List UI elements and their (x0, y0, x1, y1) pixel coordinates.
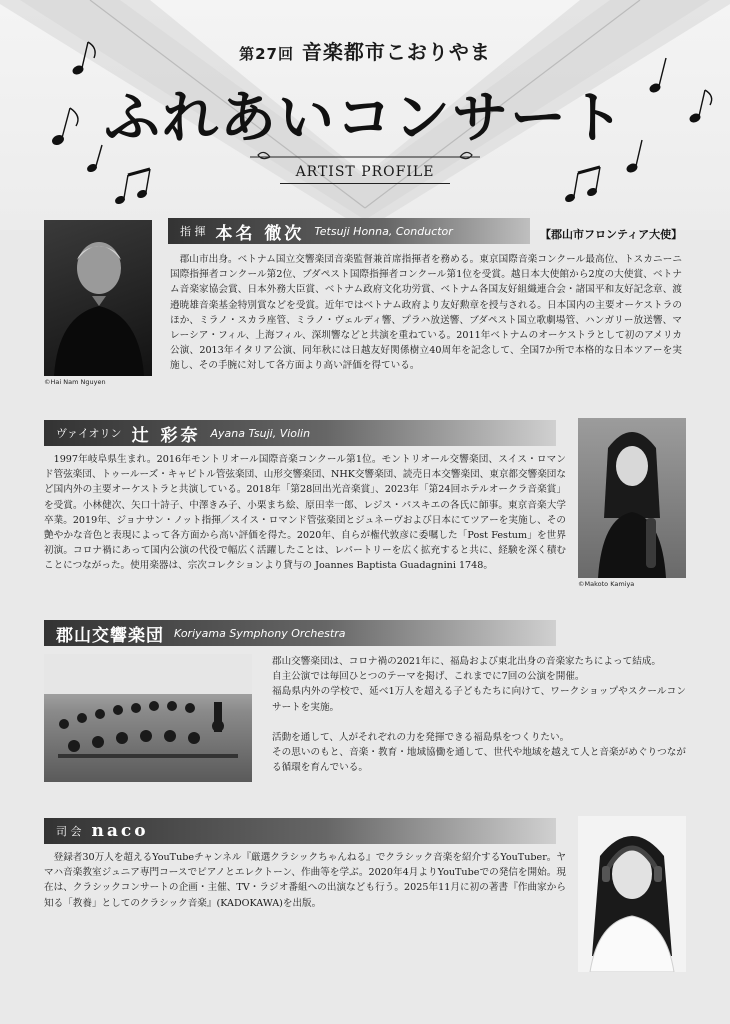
violin-name: 辻 彩奈 (131, 425, 201, 446)
conductor-name-en: Tetsuji Honna, Conductor (314, 224, 453, 238)
host-name-bar (44, 818, 556, 844)
conductor-bio: 郡山市出身。ベトナム国立交響楽団音楽監督兼首席指揮者を務める。東京国際音楽コンクール最高位、トスカニーニ国際指揮者コンクール第2位、ブダペスト国際指揮者コンクール第1位を受賞。越日本大使館から2度の大使賞、ベトナム音楽家協会賞、日本外務大臣賞、ベトナム政府文化功労賞、ベトナム各国友好組織連合会・諸国平和友好記念章、渡邉暁雄音楽基金特別賞などを受賞。近年ではベトナム政府より友好勲章を授与される。日本国内の主要オーケストラのほか、ミラノ・スカラ座管、ミラノ・ヴェルディ響、プラハ放送響、ブダペスト国立歌劇場管、ハンガリー放送響、マレーシア・フィル、上海フィル、深圳響などと共演を重ねている。2011年ベトナムのオーケストラとして初のアメリカ公演、2013年イタリア公演、同年秋には日越友好関係樹立40周年を記念して、全国7か所で本格的な日本ツアーを実施し、その手腕に対して各方面より高い評価を得ている。 (170, 254, 682, 372)
conductor-badge: 【郡山市フロンティア大使】 (540, 228, 683, 241)
conductor-photo (44, 220, 152, 376)
orchestra-paragraph: 郡山交響楽団は、コロナ禍の2021年に、福島および東北出身の音楽家たちによって結成。 (272, 656, 661, 667)
violin-name-bar (44, 420, 556, 446)
violin-role: ヴァイオリン (56, 427, 122, 440)
orchestra-name-bar (44, 620, 556, 646)
artist-profile-label: ARTIST PROFILE (280, 164, 450, 184)
orchestra-paragraph: 福島県内外の学校で、延べ1万人を超える子どもたちに向けて、ワークショップやスクールコンサートを実施。 (272, 686, 686, 713)
violinist-photo (578, 418, 686, 578)
conductor-role: 指 揮 (180, 225, 206, 238)
edition-number: 第27回 (239, 45, 294, 63)
orchestra-name: 郡山交響楽団 (56, 625, 164, 646)
event-heading (0, 36, 730, 65)
orchestra-description (272, 654, 686, 775)
orchestra-paragraph: その思いのもと、音楽・教育・地域協働を通して、世代や地域を越えて人と音楽がめぐりつながる循環を育んでいる。 (272, 747, 686, 774)
violin-name-en: Ayana Tsuji, Violin (210, 426, 311, 440)
host-section (0, 816, 730, 976)
event-name: 音楽都市こおりやま (301, 40, 491, 64)
page-header (0, 0, 730, 200)
conductor-name: 本名 徹次 (215, 223, 305, 244)
conductor-photo-credit: ©Hai Nam Nguyen (44, 378, 106, 386)
orchestra-paragraph: 活動を通して、人がそれぞれの力を発揮できる福島県をつくりたい。 (272, 731, 570, 743)
orchestra-name-en: Koriyama Symphony Orchestra (174, 626, 346, 640)
conductor-section (0, 218, 730, 388)
orchestra-paragraph: 自主公演では毎回ひとつのテーマを掲げ、これまでに7回の公演を開催。 (272, 671, 585, 683)
host-name: naco (91, 821, 149, 841)
host-photo (578, 816, 686, 972)
orchestra-photo (44, 654, 252, 782)
violinist-photo-credit: ©Makoto Kamiya (578, 580, 635, 588)
violin-bio: 1997年岐阜県生まれ。2016年モントリオール国際音楽コンクール第1位。モントリオール交響楽団、スイス・ロマンド管弦楽団、トゥールーズ・キャピトル管弦楽団、山形交響楽団、NHK交響楽団、読売日本交響楽団、東京都交響楽団など国内外の主要オーケストラと共演している。2018年「第28回出光音楽賞」、2023年「第24回ホテルオークラ音楽賞」を受賞。小林健次、矢口十詩子、中澤きみ子、小栗まち絵、原田幸一郎、レジス・パスキエの各氏に師事。東京音楽大学卒業。2019年、ジョナサン・ノット指揮／スイス・ロマンド管弦楽団とジュネーヴおよび日本にてツアーを実施し、その艶やかな音色と表現によって各方面から高い評価を得た。2020年、自らが権代敦彦に委嘱した「Post Festum」を世界初演。コロナ禍にあって国内公演の代役で幅広く活躍したことは、レパートリーを広く拡充すると共に、経験を深く積むことにつながった。使用楽器は、宗次コレクションより貸与の Joannes Baptista Guadagnini 1748。 (44, 454, 566, 572)
ornament-divider (250, 146, 480, 164)
conductor-name-bar (168, 218, 530, 244)
concert-title: ふれあいコンサート (104, 85, 626, 151)
orchestra-section (0, 618, 730, 788)
host-bio: 登録者30万人を超えるYouTubeチャンネル『厳選クラシックちゃんねる』でクラシック音楽を紹介するYouTuber。ヤマハ音楽教室ジュニア専門コースでピアノとエレクトーン、作曲等を学ぶ。2020年4月よりYouTubeでの発信を開始。現在は、クラシックコンサートの企画・主催、TV・ラジオ番組への出演なども行う。2025年11月に初の著書『作曲家から知る「教養」としてのクラシック音楽』(KADOKAWA)を出版。 (44, 852, 566, 909)
host-role: 司 会 (56, 825, 82, 838)
violin-section (0, 418, 730, 598)
